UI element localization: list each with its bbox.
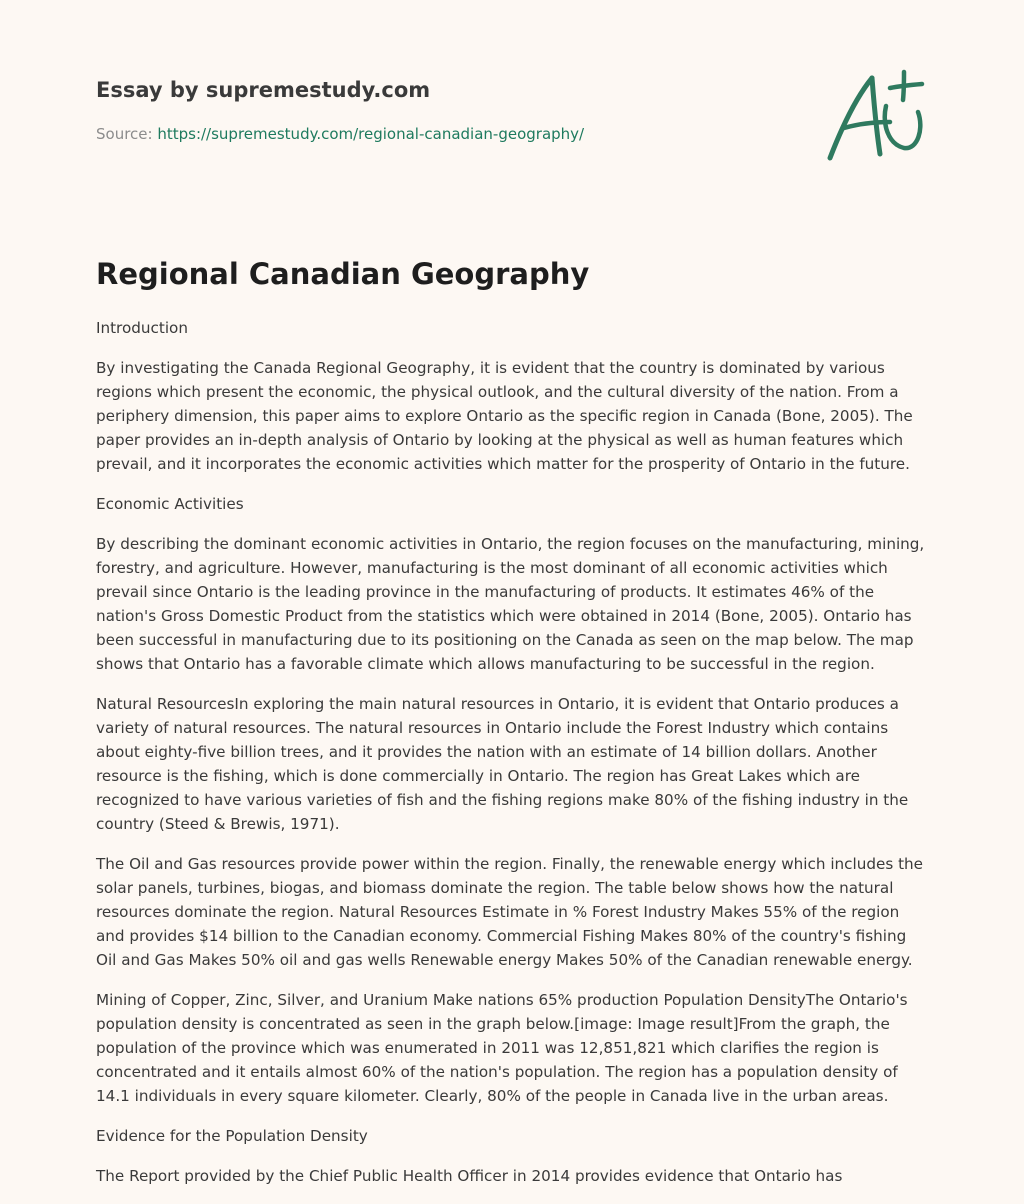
source-label: Source: <box>96 125 158 143</box>
essay-article <box>96 254 928 1204</box>
source-line <box>96 124 796 144</box>
section-heading-economic-activities: Economic Activities <box>96 495 244 513</box>
source-link[interactable]: https://supremestudy.com/regional-canadian-geography/ <box>157 125 585 143</box>
paragraph: Mining of Copper, Zinc, Silver, and Uranium Make nations 65% production Population DensityThe Ontario's population density is concentrated as seen in the graph below.[image: Image result]From the graph, the population of the province which was enumerated in 2011 was 12,851,821 which clarifies the region is concentrated and it entails almost 60% of the nation's population. The region has a population density of 14.1 individuals in every square kilometer. Clearly, 80% of the people in Canada live in the urban areas. <box>96 991 908 1105</box>
page-title: Regional Canadian Geography <box>96 257 590 291</box>
a-plus-grade-icon <box>818 66 930 168</box>
paragraph: The Oil and Gas resources provide power within the region. Finally, the renewable energy which includes the solar panels, turbines, biogas, and biomass dominate the region. The table below shows how the natural resources dominate the region. Natural Resources Estimate in % Forest Industry Makes 55% of the region and provides $14 billion to the Canadian economy. Commercial Fishing Makes 80% of the country's fishing Oil and Gas Makes 50% oil and gas wells Renewable energy Makes 50% of the Canadian renewable energy. <box>96 855 924 969</box>
paragraph: By describing the dominant economic activities in Ontario, the region focuses on the manufacturing, mining, forestry, and agriculture. However, manufacturing is the most dominant of all economic activities which prevail since Ontario is the leading province in the manufacturing of products. It estimates 46% of the nation's Gross Domestic Product from the statistics which were obtained in 2014 (Bone, 2005). Ontario has been successful in manufacturing due to its positioning on the Canada as seen on the map below. The map shows that Ontario has a favorable climate which allows manufacturing to be successful in the region. <box>96 535 925 673</box>
paragraph: By investigating the Canada Regional Geography, it is evident that the country is dominated by various regions which present the economic, the physical outlook, and the cultural diversity of the nation. From a periphery dimension, this paper aims to explore Ontario as the specific region in Canada (Bone, 2005). The paper provides an in-depth analysis of Ontario by looking at the physical as well as human features which prevail, and it incorporates the economic activities which matter for the prosperity of Ontario in the future. <box>96 359 913 473</box>
section-heading-introduction: Introduction <box>96 319 188 337</box>
paragraph: The Report provided by the Chief Public Health Officer in 2014 provides evidence that Ontario has <box>96 1167 843 1185</box>
essay-header <box>96 76 796 144</box>
section-heading-population-density: Evidence for the Population Density <box>96 1127 368 1145</box>
paragraph: Natural ResourcesIn exploring the main natural resources in Ontario, it is evident that Ontario produces a variety of natural resources. The natural resources in Ontario include the Forest Industry which contains about eighty-five billion trees, and it provides the nation with an estimate of 14 billion dollars. Another resource is the fishing, which is done commercially in Ontario. The region has Great Lakes which are recognized to have various varieties of fish and the fishing regions make 80% of the fishing industry in the country (Steed & Brewis, 1971). <box>96 695 909 833</box>
site-title: Essay by supremestudy.com <box>96 78 431 102</box>
